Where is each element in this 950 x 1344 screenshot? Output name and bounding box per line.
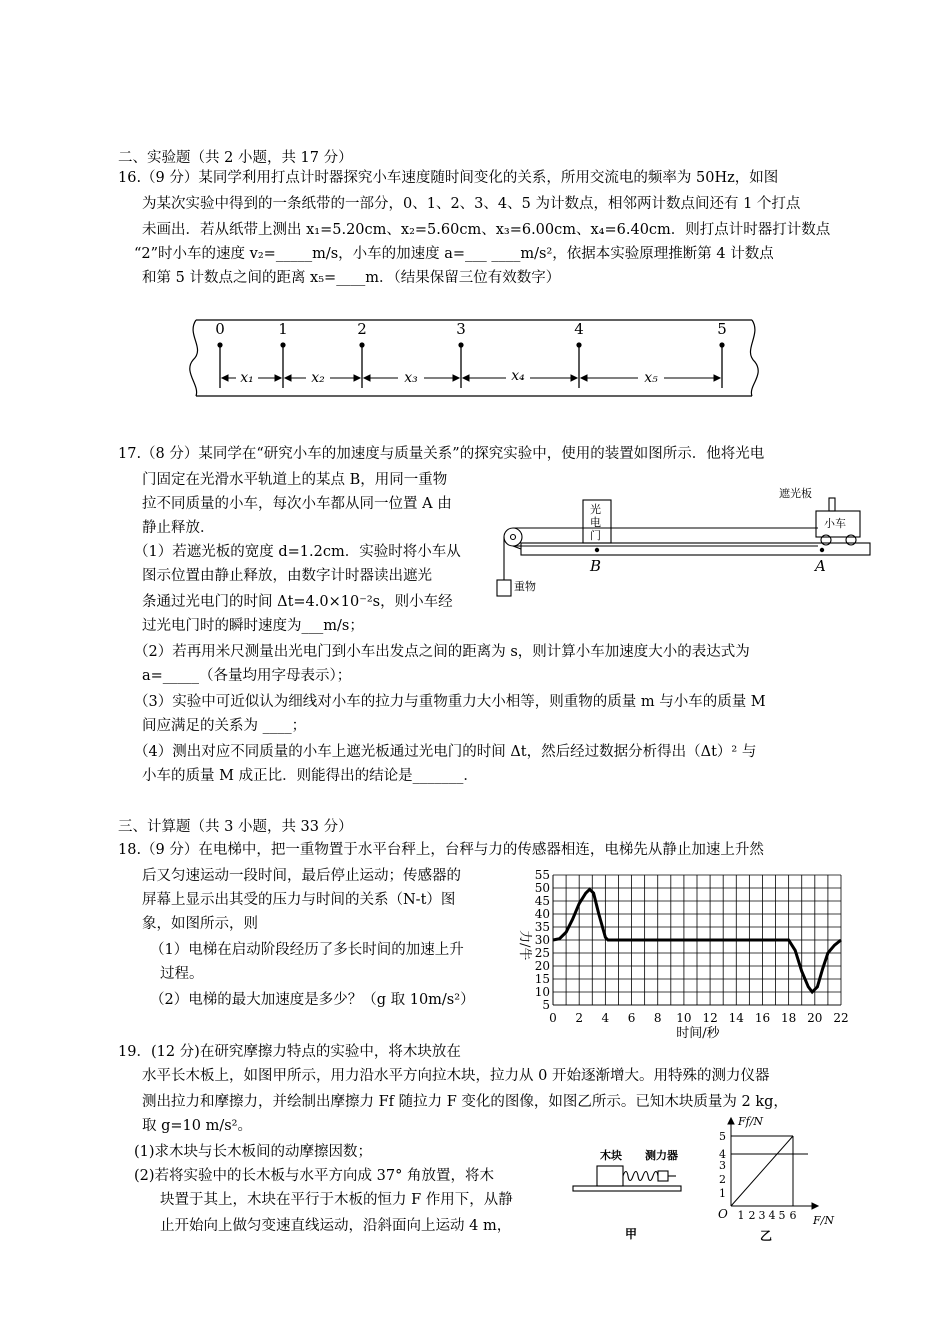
chart-y-tick-label: 25 xyxy=(534,946,550,960)
q19-line: 19．(12 分)在研究摩擦力特点的实验中，将木块放在 xyxy=(118,1044,461,1060)
chart-y-label: 力/牛 xyxy=(517,930,532,961)
q19-line: (2)若将实验中的长木板与水平方向成 37° 角放置，将木 xyxy=(134,1168,494,1184)
chart-y-tick-label: 40 xyxy=(534,907,550,921)
gate-label-3: 门 xyxy=(590,529,601,542)
chart-x-tick-label: 6 xyxy=(627,1011,636,1025)
q16-line: 为某次实验中得到的一条纸带的一部分，0、1、2、3、4、5 为计数点，相邻两计数点间还有 1 个打点 xyxy=(142,196,801,212)
meter-label: 测力器 xyxy=(645,1149,678,1162)
q18-line: 18.（9 分）在电梯中，把一重物置于水平台秤上，台秤与力的传感器相连，电梯先从静止加速上升然 xyxy=(118,842,764,858)
q16-line: 未画出．若从纸带上测出 x₁=5.20cm、x₂=5.60cm、x₃=6.00cm、x₄=6.40cm．则打点计时器打计数点 xyxy=(142,222,831,238)
point-a-label: A xyxy=(815,557,826,575)
section2-header: 二、实验题（共 2 小题，共 17 分） xyxy=(118,150,353,166)
chart-x-tick-label: 14 xyxy=(728,1011,744,1025)
chart-x-tick-label: 12 xyxy=(702,1011,718,1025)
tape-segment-label: x₄ xyxy=(511,368,525,384)
tape-point-label: 1 xyxy=(278,320,288,338)
yi-x-label: F/N xyxy=(813,1214,834,1227)
yi-x-tick: 5 xyxy=(778,1209,786,1222)
tape-segment-label: x₃ xyxy=(404,370,418,386)
yi-x-tick: 4 xyxy=(768,1209,776,1222)
q18-line: 过程。 xyxy=(160,966,204,982)
chart-y-tick-label: 50 xyxy=(534,881,550,895)
chart-x-tick-label: 4 xyxy=(601,1011,610,1025)
q18-line: 后又匀速运动一段时间，最后停止运动；传感器的 xyxy=(142,868,461,884)
q18-line: （2）电梯的最大加速度是多少？（g 取 10m/s²） xyxy=(150,992,475,1008)
gate-label-1: 光 xyxy=(590,503,601,516)
chart-x-tick-label: 2 xyxy=(575,1011,584,1025)
tape-segment-label: x₁ xyxy=(240,370,254,386)
yi-line xyxy=(731,1136,793,1206)
q17-line: 图示位置由静止释放，由数字计时器读出遮光 xyxy=(142,568,432,584)
q16-line: 和第 5 计数点之间的距离 x₅=____m．（结果保留三位有效数字） xyxy=(142,270,561,286)
q18-line: （1）电梯在启动阶段经历了多长时间的加速上升 xyxy=(150,942,464,958)
q17-line: 拉不同质量的小车，每次小车都从同一位置 A 由 xyxy=(142,496,452,512)
chart-y-tick-label: 10 xyxy=(534,985,550,999)
q17-line: 条通过光电门的时间 Δt=4.0×10⁻²s，则小车经 xyxy=(142,594,453,610)
yi-y-tick: 4 xyxy=(719,1148,726,1161)
tape-segment-label: x₂ xyxy=(311,370,325,386)
yi-y-tick: 5 xyxy=(719,1130,726,1143)
yi-origin: O xyxy=(718,1207,728,1221)
chart-x-tick-label: 8 xyxy=(653,1011,662,1025)
q19-line: (1)求木块与长木板间的动摩擦因数； xyxy=(134,1144,373,1160)
q19-line: 测出拉力和摩擦力，并绘制出摩擦力 Ff 随拉力 F 变化的图像，如图乙所示。已知木块质量为 2 kg， xyxy=(142,1094,788,1110)
yi-x-tick: 6 xyxy=(789,1209,797,1222)
chart-x-label: 时间/秒 xyxy=(676,1026,720,1041)
chart-y-tick-label: 35 xyxy=(534,920,550,934)
tape-segment-label: x₅ xyxy=(644,370,658,386)
car-label: 小车 xyxy=(824,517,846,530)
q19-line: 水平长木板上，如图甲所示，用力沿水平方向拉木块，拉力从 0 开始逐渐增大。用特殊的测力仪器 xyxy=(142,1068,770,1084)
point-b-label: B xyxy=(590,557,602,575)
tape-point-label: 4 xyxy=(574,320,584,338)
chart-x-tick-label: 10 xyxy=(676,1011,692,1025)
tape-point-label: 2 xyxy=(357,320,367,338)
chart-y-tick-label: 15 xyxy=(534,972,550,986)
tape-point-label: 3 xyxy=(456,320,466,338)
q17-line: （4）测出对应不同质量的小车上遮光板通过光电门的时间 Δt，然后经过数据分析得出（Δt）² 与 xyxy=(134,744,757,760)
q17-line: a=_____（各量均用字母表示）； xyxy=(142,668,352,684)
q17-line: （1）若遮光板的宽度 d=1.2cm．实验时将小车从 xyxy=(134,544,461,560)
q19-line: 块置于其上，木块在平行于木板的恒力 F 作用下，从静 xyxy=(160,1192,513,1208)
chart-y-tick-label: 30 xyxy=(534,933,550,947)
q17-line: 门固定在光滑水平轨道上的某点 B，用同一重物 xyxy=(142,472,448,488)
chart-x-tick-label: 22 xyxy=(833,1011,849,1025)
q18-line: 屏幕上显示出其受的压力与时间的关系（N-t）图 xyxy=(142,892,456,908)
chart-x-tick-label: 0 xyxy=(549,1011,557,1025)
q17-line: 间应满足的关系为 ____； xyxy=(142,718,307,734)
q17-line: （2）若再用米尺测量出光电门到小车出发点之间的距离为 s，则计算小车加速度大小的表达式为 xyxy=(134,644,750,660)
chart-x-tick-label: 16 xyxy=(754,1011,771,1025)
chart-x-tick-label: 18 xyxy=(780,1011,797,1025)
yi-x-tick: 3 xyxy=(758,1209,766,1222)
q17-line: 小车的质量 M 成正比．则能得出的结论是_______． xyxy=(142,768,478,784)
q17-line: 静止释放． xyxy=(142,520,215,536)
chart-y-tick-label: 20 xyxy=(534,959,550,973)
q16-line: 16.（9 分）某同学利用打点计时器探究小车速度随时间变化的关系，所用交流电的频率为 50Hz，如图 xyxy=(118,170,779,186)
q18-line: 象，如图所示，则 xyxy=(142,916,258,932)
q16-line: “2”时小车的速度 v₂=_____m/s，小车的加速度 a=___ ____m/s²，依据本实验原理推断第 4 计数点 xyxy=(134,246,774,262)
yi-y-label: Ff/N xyxy=(738,1115,764,1128)
tape-point-label: 5 xyxy=(717,320,727,338)
chart-y-tick-label: 5 xyxy=(542,998,550,1012)
figure-jia-caption: 甲 xyxy=(625,1227,638,1241)
chart-y-tick-label: 45 xyxy=(534,894,550,908)
yi-y-tick: 2 xyxy=(719,1173,726,1186)
shade-plate-label: 遮光板 xyxy=(779,487,812,500)
yi-x-tick: 1 xyxy=(737,1209,745,1222)
chart-x-tick-label: 20 xyxy=(807,1011,823,1025)
yi-y-tick: 1 xyxy=(719,1187,726,1200)
q19-line: 取 g=10 m/s²。 xyxy=(142,1118,252,1134)
q17-line: 过光电门时的瞬时速度为___m/s； xyxy=(142,618,364,634)
section3-header: 三、计算题（共 3 小题，共 33 分） xyxy=(118,819,353,835)
tape-point-label: 0 xyxy=(215,320,225,338)
q17-line: （3）实验中可近似认为细线对小车的拉力与重物重力大小相等，则重物的质量 m 与小车的质量 M xyxy=(134,694,766,710)
yi-y-tick: 3 xyxy=(719,1159,726,1172)
weight-label: 重物 xyxy=(514,580,536,593)
q17-line: 17.（8 分）某同学在“研究小车的加速度与质量关系”的探究实验中，使用的装置如图所示．他将光电 xyxy=(118,446,765,462)
chart-y-tick-label: 55 xyxy=(534,868,550,882)
yi-x-tick: 2 xyxy=(748,1209,756,1222)
q19-line: 止开始向上做匀变速直线运动，沿斜面向上运动 4 m， xyxy=(160,1218,512,1234)
figure-yi-caption: 乙 xyxy=(760,1229,773,1243)
gate-label-2: 电 xyxy=(590,516,601,529)
block-label: 木块 xyxy=(600,1149,622,1162)
